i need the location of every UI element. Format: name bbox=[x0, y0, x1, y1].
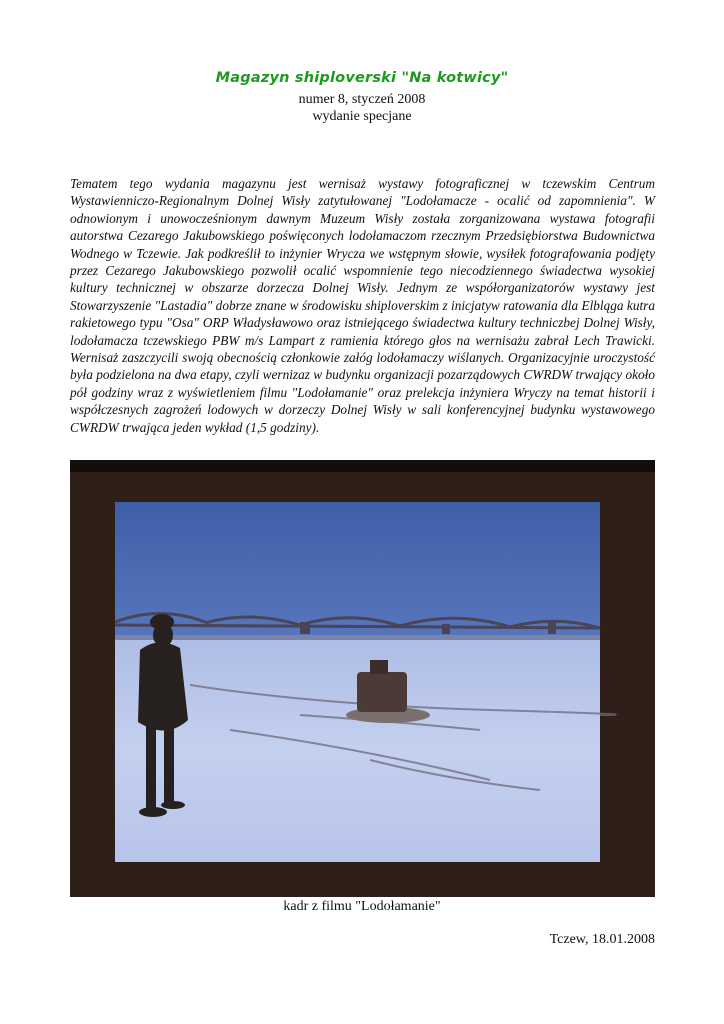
film-frame-photo bbox=[70, 460, 655, 897]
place-date: Tczew, 18.01.2008 bbox=[549, 932, 655, 947]
magazine-title: Magazyn shiploverski "Na kotwicy" bbox=[215, 70, 509, 86]
issue-number: numer 8, styczeń 2008 bbox=[298, 92, 426, 107]
article-body: Tematem tego wydania magazynu jest wernisaż wystawy fotograficznej w tczewskim Centrum Wystawienniczo-Regionalnym Dolnej Wisły zatytułowanej "Lodołamacze - ocalić od zapomnienia". W odnowionym i unowocześnionym dawnym Muzeum Wisły została zorganizowana wystawa fotografii autorstwa Cezarego Jakubowskiego poświęconych lodołamaczom rzecznym Przedsiębiorstwa Budownictwa Wodnego w Tczewie. Jak podkreślił to inżynier Wrycza we wstępnym słowie, wysiłek fotografowania podjęty przez Cezarego Jakubowskiego pozwolił ocalić wspomnienie tego niecodziennego świadectwa wysokiej kultury technicznej w obszarze dorzecza Dolnej Wisły. Jednym ze współorganizatorów wystawy jest Stowarzyszenie "Lastadia" dobrze znane w środowisku shiploverskim z inicjatyw ratowania dla Elbląga kutra rakietowego typu "Osa" ORP Władysławowo oraz istniejącego świadectwa kultury techniczbej Dolnej Wisły, lodołamacza tczewskiego PBW m/s Lampart z ramienia którego głos na wernisażu zabrał Lech Trawicki. Wernisaż zaszczycili swoją obecnością członkowie załóg lodołamaczy wiślanych. Organizacyjnie uroczystość była podzielona na dwa etapy, czyli wernizaz w budynku organizacji pozarządowych CWRDW trwający około pół godziny wraz z wyświetleniem filmu "Lodołamanie" oraz prelekcja inżyniera Wryczy na temat historii i współczesnych zagrożeń lodowych w dorzeczy Dolnej Wisły w sali konferencyjnej budynku wystawowego CWRDW trwająca jeden wykład (1,5 godziny). bbox=[70, 176, 655, 435]
edition-label: wydanie specjane bbox=[312, 109, 412, 124]
photo-caption: kadr z filmu "Lodołamanie" bbox=[283, 899, 441, 914]
